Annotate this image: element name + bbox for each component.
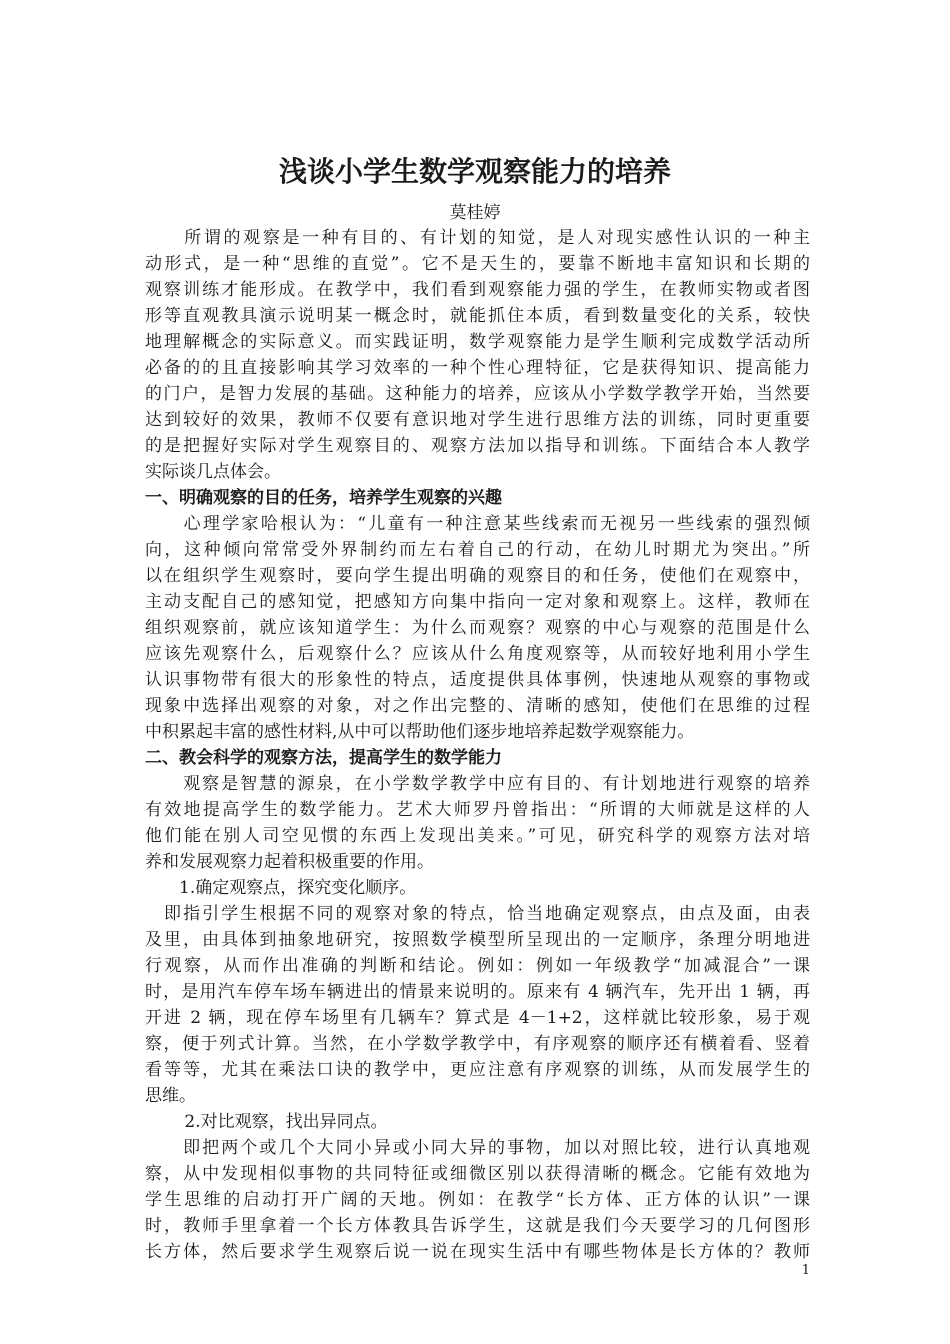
text-line: 时，是用汽车停车场车辆进出的情景来说明的。原来有 4 辆汽车，先开出 1 辆，再 [145, 982, 810, 1002]
section-heading: 一、明确观察的目的任务，培养学生观察的兴趣 [145, 488, 502, 508]
section-heading: 二、教会科学的观察方法，提高学生的数学能力 [145, 748, 502, 768]
text-line: 组织观察前，就应该知道学生：为什么而观察？观察的中心与观察的范围是什么 [145, 618, 810, 638]
text-line: 即把两个或几个大同小异或小同大异的事物，加以对照比较，进行认真地观 [145, 1138, 810, 1158]
subsection-heading: 2.对比观察，找出异同点。 [145, 1112, 388, 1132]
text-line: 养和发展观察力起着积极重要的作用。 [145, 852, 434, 872]
document-title: 浅谈小学生数学观察能力的培养 [278, 155, 671, 188]
text-line: 形等直观教具演示说明某一概念时，就能抓住本质，看到数量变化的关系，较快 [145, 306, 810, 326]
text-line: 心理学家哈根认为：“儿童有一种注意某些线索而无视另一些线索的强烈倾 [145, 514, 810, 534]
text-line: 实际谈几点体会。 [145, 462, 281, 482]
text-line: 的是把握好实际对学生观察目的、观察方法加以指导和训练。下面结合本人教学 [145, 436, 810, 456]
text-line: 认识事物带有很大的形象性的特点，适度提供具体事例，快速地从观察的事物或 [145, 670, 810, 690]
text-line: 现象中选择出观察的对象，对之作出完整的、清晰的感知，使他们在思维的过程 [145, 696, 810, 716]
text-line: 即指引学生根据不同的观察对象的特点，恰当地确定观察点，由点及面，由表 [145, 904, 810, 924]
text-line: 所谓的观察是一种有目的、有计划的知觉，是人对现实感性认识的一种主 [145, 228, 810, 248]
text-line: 及里，由具体到抽象地研究，按照数学模型所呈现出的一定顺序，条理分明地进 [145, 930, 810, 950]
text-line: 必备的的且直接影响其学习效率的一种个性心理特征，它是获得知识、提高能力 [145, 358, 810, 378]
text-line: 开进 2 辆，现在停车场里有几辆车？算式是 4－1+2，这样就比较形象，易于观 [145, 1008, 810, 1028]
text-line: 地理解概念的实际意义。而实践证明，数学观察能力是学生顺利完成数学活动所 [145, 332, 810, 352]
text-line: 他们能在别人司空见惯的东西上发现出美来。”可见，研究科学的观察方法对培 [145, 826, 810, 846]
text-line: 时，教师手里拿着一个长方体教具告诉学生，这就是我们今天要学习的几何图形 [145, 1216, 810, 1236]
text-line: 学生思维的启动打开广阔的天地。例如：在教学“长方体、正方体的认识”一课 [145, 1190, 810, 1210]
text-line: 观察是智慧的源泉，在小学数学教学中应有目的、有计划地进行观察的培养 [145, 774, 810, 794]
text-line: 向，这种倾向常常受外界制约而左右着自己的行动，在幼儿时期尤为突出。”所 [145, 540, 810, 560]
text-line: 应该先观察什么，后观察什么？应该从什么角度观察等，从而较好地利用小学生 [145, 644, 810, 664]
text-line: 看等等，尤其在乘法口诀的教学中，更应注意有序观察的训练，从而发展学生的 [145, 1060, 810, 1080]
text-line: 动形式，是一种“思维的直觉”。它不是天生的，要靠不断地丰富知识和长期的 [145, 254, 810, 274]
text-line: 察，从中发现相似事物的共同特征或细微区别以获得清晰的概念。它能有效地为 [145, 1164, 810, 1184]
text-line: 主动支配自己的感知觉，把感知方向集中指向一定对象和观察上。这样，教师在 [145, 592, 810, 612]
text-line: 以在组织学生观察时，要向学生提出明确的观察目的和任务，使他们在观察中， [145, 566, 810, 586]
page-number: 1 [801, 1263, 810, 1278]
text-line: 行观察，从而作出准确的判断和结论。例如：例如一年级教学“加减混合”一课 [145, 956, 810, 976]
text-line: 的门户，是智力发展的基础。这种能力的培养，应该从小学数学教学开始，当然要 [145, 384, 810, 404]
text-line: 有效地提高学生的数学能力。艺术大师罗丹曾指出：“所谓的大师就是这样的人 [145, 800, 810, 820]
text-line: 思维。 [145, 1086, 196, 1106]
text-line: 中积累起丰富的感性材料,从中可以帮助他们逐步地培养起数学观察能力。 [145, 722, 695, 742]
text-line: 达到较好的效果，教师不仅要有意识地对学生进行思维方法的训练，同时更重要 [145, 410, 810, 430]
subsection-heading: 1.确定观察点，探究变化顺序。 [145, 878, 417, 898]
document-author: 莫桂婷 [449, 203, 501, 223]
text-line: 观察训练才能形成。在教学中，我们看到观察能力强的学生，在教师实物或者图 [145, 280, 810, 300]
text-line: 察，便于列式计算。当然，在小学数学教学中，有序观察的顺序还有横着看、竖着 [145, 1034, 810, 1054]
text-line: 长方体，然后要求学生观察后说一说在现实生活中有哪些物体是长方体的？教师 [145, 1242, 810, 1262]
